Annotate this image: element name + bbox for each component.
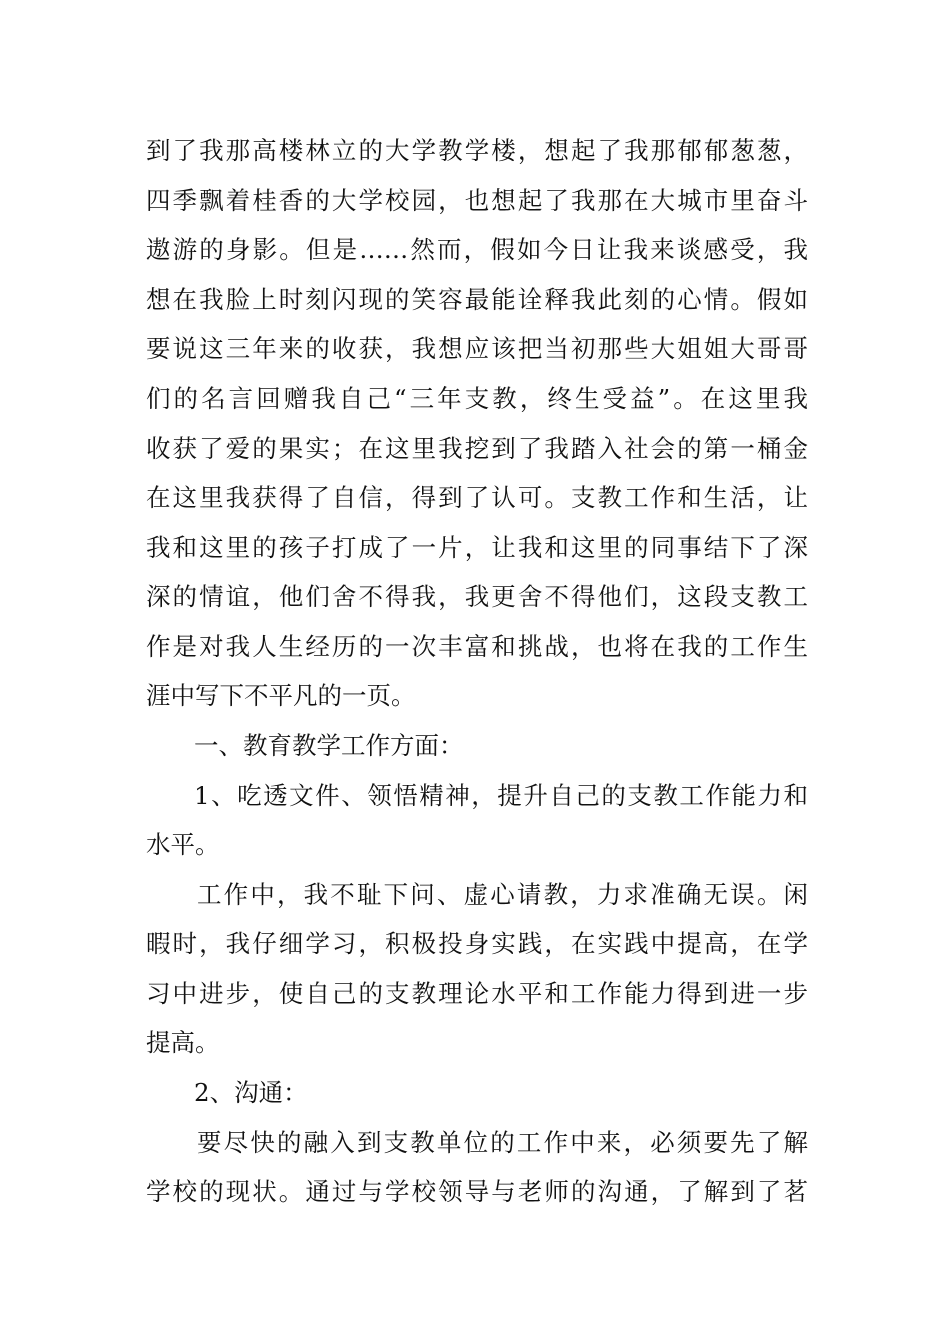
paragraph-line: 提高。 <box>146 1028 220 1057</box>
paragraph-line: 涯中写下不平凡的一页。 <box>146 681 416 710</box>
paragraph-line: 们的名言回赠我自己“三年支教，终生受益”。在这里我 <box>146 384 808 413</box>
paragraph-line: 学校的现状。通过与学校领导与老师的沟通，了解到了茗 <box>146 1177 808 1206</box>
paragraph-line: 到了我那高楼林立的大学教学楼，想起了我那郁郁葱葱， <box>146 136 808 165</box>
subheading-line: 1、吃透文件、领悟精神，提升自己的支教工作能力和 <box>194 781 808 810</box>
subheading-line: 水平。 <box>146 830 220 859</box>
paragraph-line: 收获了爱的果实；在这里我挖到了我踏入社会的第一桶金 <box>146 434 808 463</box>
paragraph-line: 要说这三年来的收获，我想应该把当初那些大姐姐大哥哥 <box>146 334 808 363</box>
paragraph-line: 在这里我获得了自信，得到了认可。支教工作和生活，让 <box>146 483 808 512</box>
paragraph-line: 习中进步，使自己的支教理论水平和工作能力得到进一步 <box>146 979 808 1008</box>
paragraph-line: 工作中，我不耻下问、虚心请教，力求准确无误。闲 <box>197 880 808 909</box>
section-heading: 一、教育教学工作方面： <box>194 731 464 760</box>
subheading-line: 2、沟通： <box>194 1078 308 1107</box>
paragraph-line: 作是对我人生经历的一次丰富和挑战，也将在我的工作生 <box>146 632 808 661</box>
paragraph-line: 遨游的身影。但是……然而，假如今日让我来谈感受，我 <box>146 235 808 264</box>
paragraph-line: 我和这里的孩子打成了一片，让我和这里的同事结下了深 <box>146 533 808 562</box>
paragraph-line: 要尽快的融入到支教单位的工作中来，必须要先了解 <box>197 1128 808 1157</box>
paragraph-line: 四季飘着桂香的大学校园，也想起了我那在大城市里奋斗 <box>146 186 808 215</box>
paragraph-line: 深的情谊，他们舍不得我，我更舍不得他们，这段支教工 <box>146 582 808 611</box>
paragraph-line: 暇时，我仔细学习，积极投身实践，在实践中提高，在学 <box>146 929 808 958</box>
paragraph-line: 想在我脸上时刻闪现的笑容最能诠释我此刻的心情。假如 <box>146 285 808 314</box>
